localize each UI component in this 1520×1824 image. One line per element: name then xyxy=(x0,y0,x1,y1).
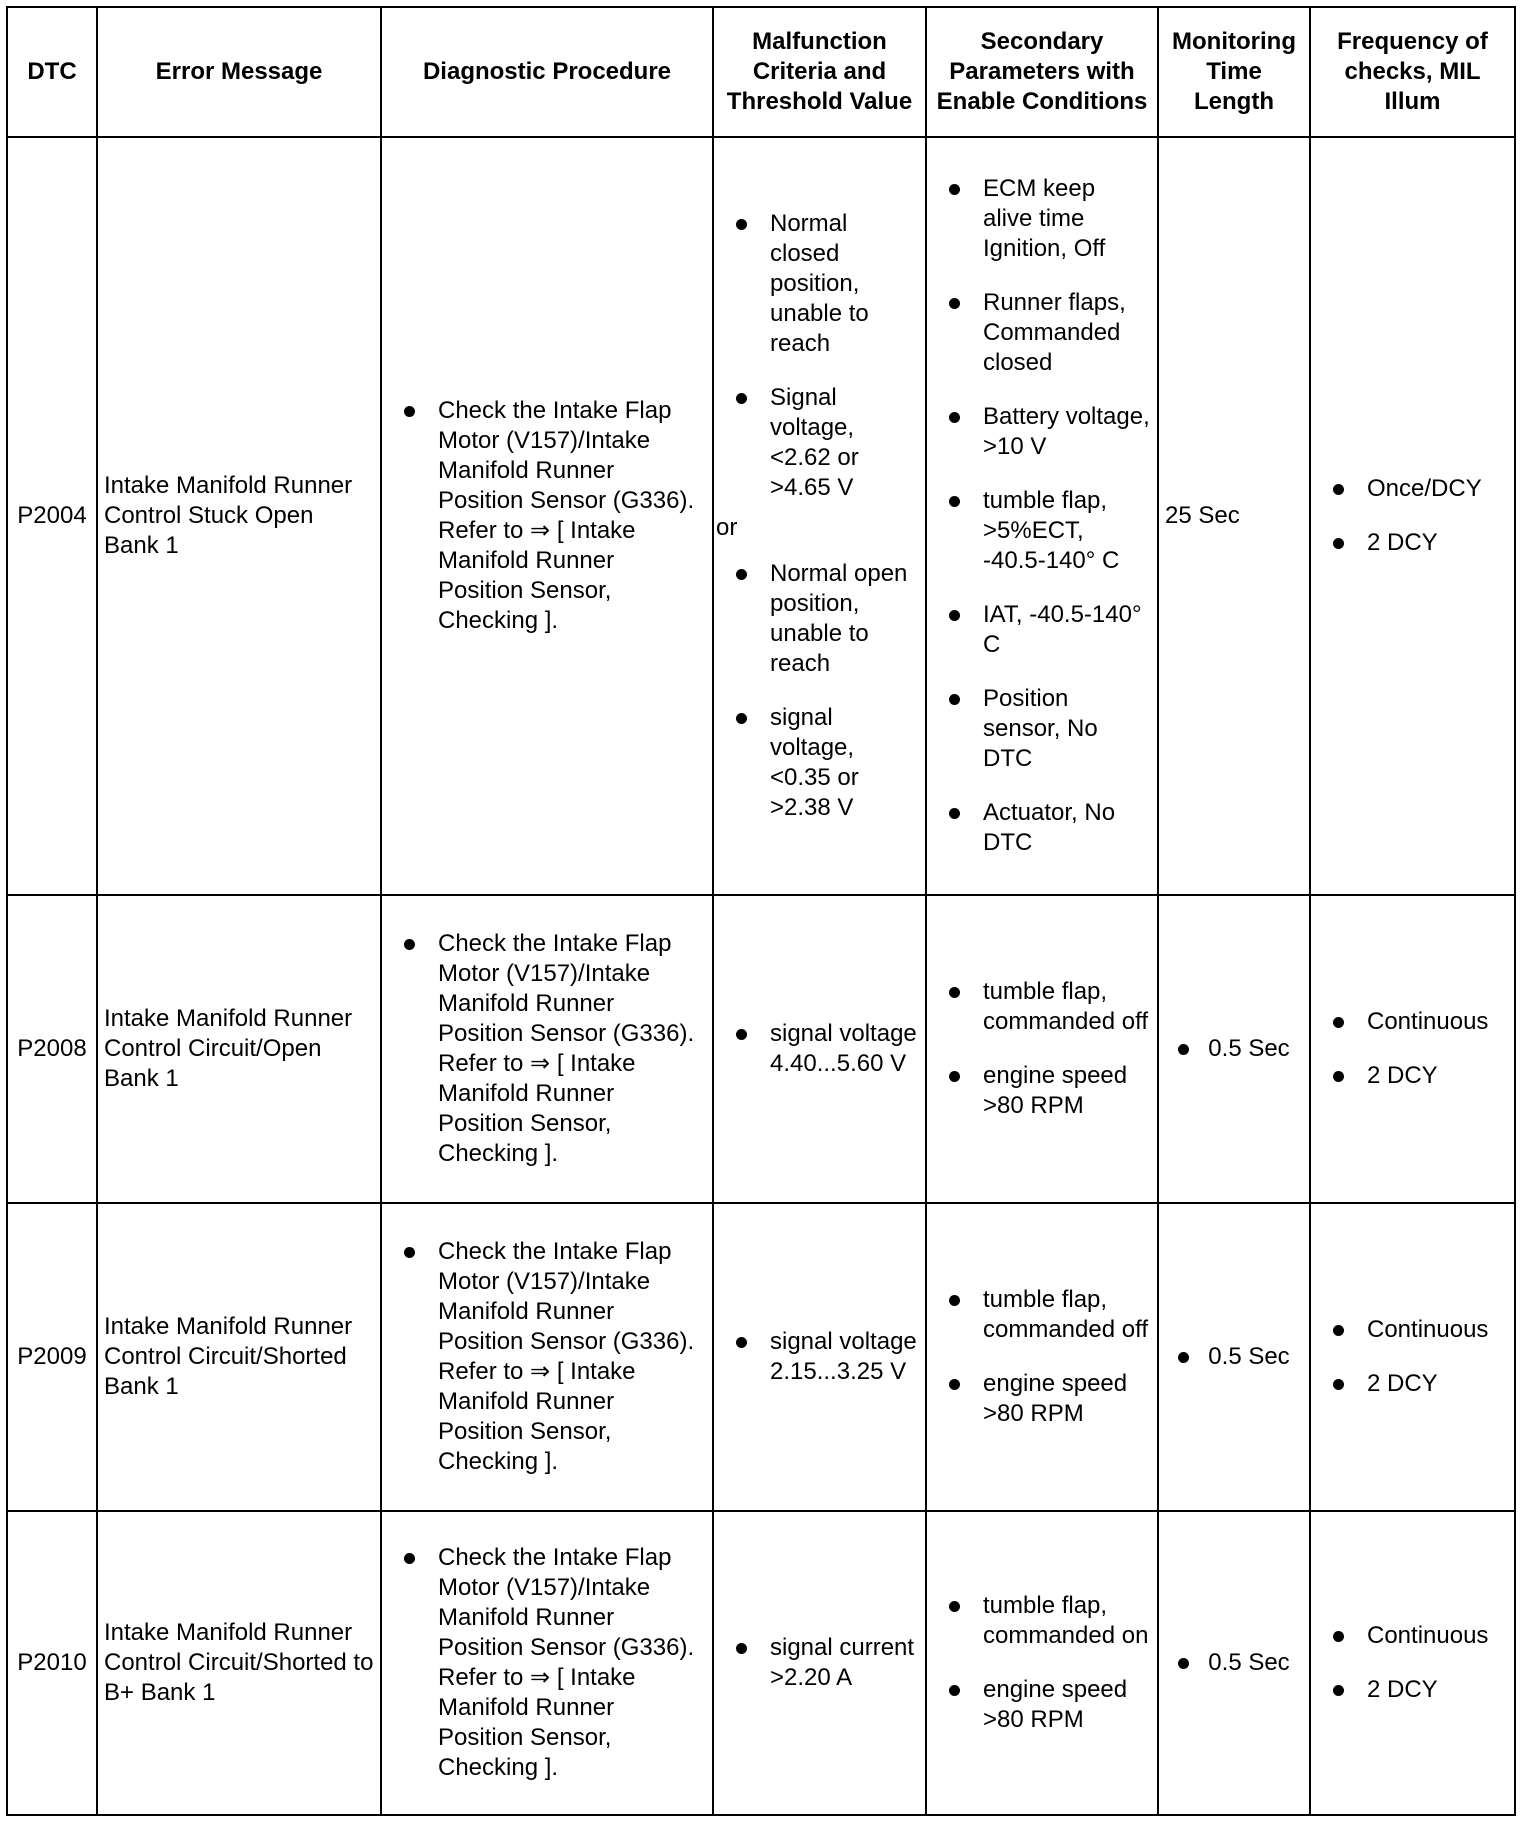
table-row xyxy=(7,1203,1515,1511)
frequency-item: 2 DCY xyxy=(1317,1369,1508,1399)
secondary-parameters xyxy=(926,1511,1158,1815)
frequency-item: 2 DCY xyxy=(1317,1675,1508,1705)
monitoring-time xyxy=(1158,895,1310,1203)
secondary-item: engine speed >80 RPM xyxy=(933,1061,1151,1121)
dtc-table xyxy=(6,6,1516,1816)
monitoring-time xyxy=(1158,1511,1310,1815)
dtc-code: P2008 xyxy=(7,895,97,1203)
diagnostic-procedure xyxy=(381,137,713,895)
secondary-item: ECM keep alive time Ignition, Off xyxy=(933,174,1151,264)
header-dtc: DTC xyxy=(7,7,97,137)
secondary-item: Runner flaps, Commanded closed xyxy=(933,288,1151,378)
secondary-item: IAT, -40.5-140° C xyxy=(933,600,1151,660)
frequency-item: Once/DCY xyxy=(1317,474,1508,504)
criteria-item: Normal closed position, unable to reach xyxy=(720,209,919,359)
error-message: Intake Manifold Runner Control Stuck Open Bank 1 xyxy=(97,137,381,895)
dtc-code: P2004 xyxy=(7,137,97,895)
secondary-parameters xyxy=(926,1203,1158,1511)
frequency-item: Continuous xyxy=(1317,1621,1508,1651)
monitoring-time xyxy=(1158,1203,1310,1511)
error-message: Intake Manifold Runner Control Circuit/Shorted Bank 1 xyxy=(97,1203,381,1511)
criteria-item: signal voltage 4.40...5.60 V xyxy=(720,1019,919,1079)
criteria-or: or xyxy=(716,514,738,541)
secondary-item: tumble flap, commanded off xyxy=(933,977,1151,1037)
secondary-parameters xyxy=(926,895,1158,1203)
frequency-item: Continuous xyxy=(1317,1007,1508,1037)
monitoring-time: 25 Sec xyxy=(1158,137,1310,895)
dtc-code: P2010 xyxy=(7,1511,97,1815)
secondary-item: Battery voltage, >10 V xyxy=(933,402,1151,462)
frequency-item: 2 DCY xyxy=(1317,528,1508,558)
header-row xyxy=(7,7,1515,137)
diagnostic-procedure xyxy=(381,1511,713,1815)
frequency xyxy=(1310,137,1515,895)
criteria-item: signal current >2.20 A xyxy=(720,1633,919,1693)
malfunction-criteria xyxy=(713,137,926,895)
error-message: Intake Manifold Runner Control Circuit/Open Bank 1 xyxy=(97,895,381,1203)
criteria-item: signal voltage, <0.35 or >2.38 V xyxy=(720,703,919,823)
table-row xyxy=(7,137,1515,895)
frequency xyxy=(1310,1511,1515,1815)
malfunction-criteria xyxy=(713,895,926,1203)
time-item: 0.5 Sec xyxy=(1178,1034,1289,1064)
time-item: 0.5 Sec xyxy=(1178,1342,1289,1372)
header-malfunction-criteria: Malfunction Criteria and Threshold Value xyxy=(713,7,926,137)
secondary-item: tumble flap, commanded off xyxy=(933,1285,1151,1345)
table-row xyxy=(7,1511,1515,1815)
header-frequency: Frequency of checks, MIL Illum xyxy=(1310,7,1515,137)
frequency-item: 2 DCY xyxy=(1317,1061,1508,1091)
header-diagnostic-procedure: Diagnostic Procedure xyxy=(381,7,713,137)
secondary-item: engine speed >80 RPM xyxy=(933,1675,1151,1735)
secondary-item: Actuator, No DTC xyxy=(933,798,1151,858)
diagnostic-procedure xyxy=(381,895,713,1203)
procedure-item: Check the Intake Flap Motor (V157)/Intake Manifold Runner Position Sensor (G336). Refer to ⇒ [ Intake Manifold Runner Position Sensor, Checking ]. xyxy=(388,1237,706,1477)
criteria-item: signal voltage 2.15...3.25 V xyxy=(720,1327,919,1387)
procedure-item: Check the Intake Flap Motor (V157)/Intake Manifold Runner Position Sensor (G336). Refer to ⇒ [ Intake Manifold Runner Position Sensor, Checking ]. xyxy=(388,1543,706,1783)
frequency xyxy=(1310,1203,1515,1511)
malfunction-criteria xyxy=(713,1511,926,1815)
secondary-item: engine speed >80 RPM xyxy=(933,1369,1151,1429)
header-error-message: Error Message xyxy=(97,7,381,137)
criteria-item: Signal voltage, <2.62 or >4.65 V xyxy=(720,383,919,503)
frequency xyxy=(1310,895,1515,1203)
header-secondary-parameters: Secondary Parameters with Enable Conditions xyxy=(926,7,1158,137)
dtc-code: P2009 xyxy=(7,1203,97,1511)
diagnostic-procedure xyxy=(381,1203,713,1511)
frequency-item: Continuous xyxy=(1317,1315,1508,1345)
secondary-item: Position sensor, No DTC xyxy=(933,684,1151,774)
header-monitoring-time: Monitoring Time Length xyxy=(1158,7,1310,137)
malfunction-criteria xyxy=(713,1203,926,1511)
procedure-item: Check the Intake Flap Motor (V157)/Intake Manifold Runner Position Sensor (G336). Refer to ⇒ [ Intake Manifold Runner Position Sensor, Checking ]. xyxy=(388,396,706,636)
procedure-item: Check the Intake Flap Motor (V157)/Intake Manifold Runner Position Sensor (G336). Refer to ⇒ [ Intake Manifold Runner Position Sensor, Checking ]. xyxy=(388,929,706,1169)
table-row xyxy=(7,895,1515,1203)
time-item: 0.5 Sec xyxy=(1178,1648,1289,1678)
criteria-item: Normal open position, unable to reach xyxy=(720,559,919,679)
secondary-parameters xyxy=(926,137,1158,895)
secondary-item: tumble flap, commanded on xyxy=(933,1591,1151,1651)
error-message: Intake Manifold Runner Control Circuit/Shorted to B+ Bank 1 xyxy=(97,1511,381,1815)
secondary-item: tumble flap, >5%ECT, -40.5-140° C xyxy=(933,486,1151,576)
